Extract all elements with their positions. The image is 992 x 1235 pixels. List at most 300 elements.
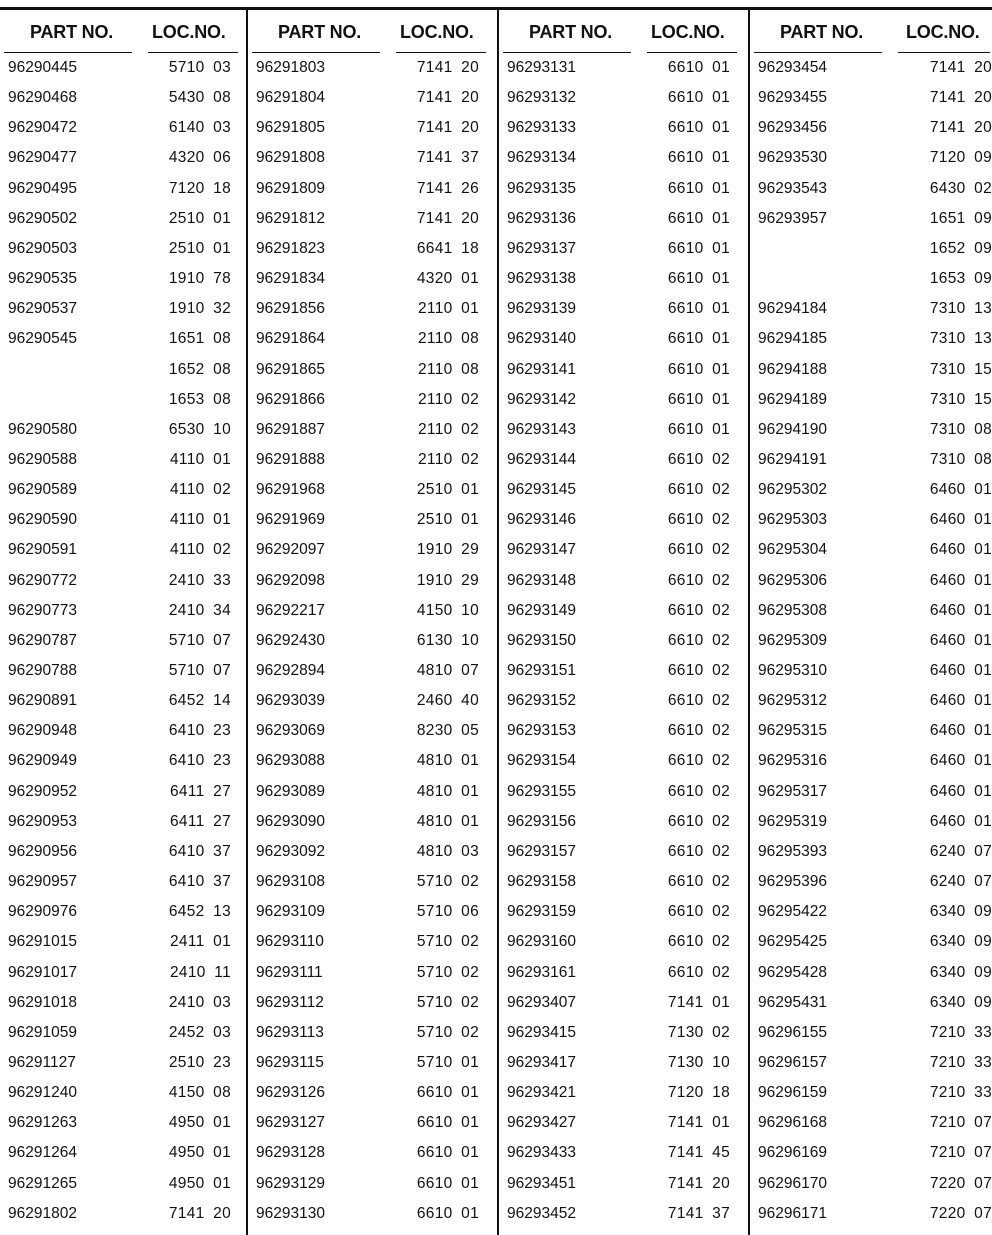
table-row <box>0 632 248 662</box>
part-number: 96293069 <box>256 722 325 740</box>
location-number: 6610 02 <box>667 782 730 800</box>
part-number: 96290535 <box>8 270 77 288</box>
part-number: 96293147 <box>507 541 576 559</box>
table-row <box>0 1144 248 1174</box>
table-row <box>750 451 992 481</box>
location-number: 5430 08 <box>168 89 231 107</box>
part-number: 96292098 <box>256 571 325 589</box>
part-number: 96296157 <box>758 1053 827 1071</box>
part-number: 96290772 <box>8 571 77 589</box>
part-number: 96293088 <box>256 752 325 770</box>
part-number: 96290956 <box>8 842 77 860</box>
part-number: 96290949 <box>8 752 77 770</box>
part-number: 96294190 <box>758 420 827 438</box>
table-row <box>248 119 496 149</box>
table-row <box>248 1084 496 1114</box>
location-number: 2410 34 <box>168 601 231 619</box>
part-number: 96295310 <box>758 662 827 679</box>
location-number: 6610 01 <box>667 149 730 167</box>
location-number: 6610 02 <box>667 722 730 740</box>
column-2 <box>248 10 496 1235</box>
table-row <box>248 1175 496 1205</box>
part-number: 96293111 <box>256 963 323 981</box>
header-underline <box>754 52 882 53</box>
table-row <box>750 933 992 963</box>
location-number: 5710 02 <box>416 993 479 1011</box>
part-number: 96293131 <box>507 59 576 76</box>
location-number: 6610 02 <box>667 692 730 710</box>
location-number: 1910 78 <box>168 270 231 288</box>
location-number: 5710 03 <box>168 59 231 76</box>
part-number: 96293159 <box>507 903 576 921</box>
header-underline <box>396 52 486 53</box>
location-number: 7210 33 <box>929 1084 992 1102</box>
part-number: 96291823 <box>256 239 325 257</box>
column-divider <box>246 10 248 1235</box>
table-row <box>0 1084 248 1114</box>
part-number: 96291864 <box>256 330 325 348</box>
table-row <box>248 421 496 451</box>
table-row <box>499 1024 747 1054</box>
location-number: 6610 01 <box>416 1204 479 1222</box>
table-row <box>0 451 248 481</box>
location-number: 7141 20 <box>416 59 479 76</box>
part-number: 96290495 <box>8 179 77 197</box>
table-row <box>0 59 248 89</box>
table-row <box>750 541 992 571</box>
location-number: 2510 01 <box>168 209 231 227</box>
location-number: 4810 01 <box>416 812 479 830</box>
part-number: 96293530 <box>758 149 827 167</box>
part-number: 96293150 <box>507 631 576 649</box>
part-number: 96293148 <box>507 571 576 589</box>
part-number: 96293127 <box>256 1114 325 1132</box>
location-number: 1653 08 <box>168 390 231 408</box>
location-number: 6340 09 <box>929 993 992 1011</box>
location-number: 7141 37 <box>667 1204 730 1222</box>
part-number: 96295425 <box>758 933 827 951</box>
part-number: 96293452 <box>507 1204 576 1222</box>
table-row <box>499 933 747 963</box>
part-number: 96293145 <box>507 481 576 499</box>
part-number: 96291240 <box>8 1084 77 1102</box>
table-row <box>499 391 747 421</box>
location-number: 2452 03 <box>168 1023 231 1041</box>
part-number: 96294189 <box>758 390 827 408</box>
location-number: 7141 20 <box>667 1174 730 1192</box>
header-loc-no: LOC.NO. <box>906 22 980 42</box>
table-row <box>750 119 992 149</box>
table-row <box>499 361 747 391</box>
location-number: 6430 02 <box>929 179 992 197</box>
part-number: 96290502 <box>8 209 77 227</box>
part-number: 96290953 <box>8 812 77 830</box>
table-row <box>0 843 248 873</box>
part-number: 96293090 <box>256 812 325 830</box>
location-number: 6240 07 <box>929 873 992 891</box>
part-number: 96293108 <box>256 873 325 891</box>
part-number: 96293039 <box>256 692 325 710</box>
location-number: 7130 02 <box>667 1023 730 1041</box>
part-number: 96291834 <box>256 270 325 288</box>
table-row <box>248 240 496 270</box>
location-number: 6460 01 <box>929 782 992 800</box>
location-number: 6610 01 <box>667 390 730 408</box>
table-row <box>750 59 992 89</box>
location-number: 7210 07 <box>929 1144 992 1162</box>
part-number: 96293138 <box>507 270 576 288</box>
table-row <box>499 873 747 903</box>
location-number: 2460 40 <box>416 692 479 710</box>
table-row <box>499 964 747 994</box>
table-row <box>248 180 496 210</box>
location-number: 6460 01 <box>929 601 992 619</box>
table-row <box>0 361 248 391</box>
part-number: 96293957 <box>758 209 827 227</box>
part-number: 96293110 <box>256 933 324 951</box>
table-row <box>499 210 747 240</box>
part-number: 96291812 <box>256 209 325 227</box>
table-row <box>499 451 747 481</box>
table-row <box>248 632 496 662</box>
location-number: 2410 33 <box>168 571 231 589</box>
part-number: 96296159 <box>758 1084 827 1102</box>
part-number: 96290948 <box>8 722 77 740</box>
table-row <box>248 572 496 602</box>
location-number: 1652 08 <box>168 360 231 378</box>
part-number: 96291968 <box>256 481 325 499</box>
location-number: 7210 33 <box>929 1053 992 1071</box>
table-row <box>248 1205 496 1235</box>
table-row <box>248 873 496 903</box>
location-number: 6610 02 <box>667 752 730 770</box>
part-number: 96290472 <box>8 119 77 137</box>
location-number: 7310 15 <box>929 360 992 378</box>
table-row <box>248 813 496 843</box>
location-number: 4320 06 <box>168 149 231 167</box>
table-row <box>750 632 992 662</box>
part-number: 96293132 <box>507 89 576 107</box>
part-number: 96294185 <box>758 330 827 348</box>
location-number: 6610 01 <box>667 360 730 378</box>
location-number: 5710 02 <box>416 933 479 951</box>
part-number: 96293092 <box>256 842 325 860</box>
location-number: 6610 02 <box>667 631 730 649</box>
location-number: 7141 20 <box>416 119 479 137</box>
part-number: 96295312 <box>758 692 827 710</box>
part-number: 96293113 <box>256 1023 324 1041</box>
location-number: 2110 08 <box>418 360 479 378</box>
location-number: 7310 08 <box>929 450 992 468</box>
location-number: 1651 09 <box>929 209 992 227</box>
part-number: 96291809 <box>256 179 325 197</box>
part-number: 96291969 <box>256 511 325 529</box>
part-number: 96293407 <box>507 993 576 1011</box>
location-number: 6460 01 <box>929 571 992 589</box>
part-number: 96291802 <box>8 1204 77 1222</box>
part-number: 96292894 <box>256 662 325 679</box>
table-row <box>248 210 496 240</box>
table-row <box>0 783 248 813</box>
table-row <box>0 119 248 149</box>
table-row <box>750 391 992 421</box>
table-row <box>248 89 496 119</box>
location-number: 2510 01 <box>416 481 479 499</box>
table-row <box>499 752 747 782</box>
table-row <box>750 1024 992 1054</box>
table-row <box>499 481 747 511</box>
location-number: 1910 32 <box>168 300 231 318</box>
table-row <box>0 330 248 360</box>
location-number: 6610 01 <box>667 89 730 107</box>
table-row <box>0 722 248 752</box>
column-1 <box>0 10 248 1235</box>
location-number: 6140 03 <box>168 119 231 137</box>
table-row <box>248 1114 496 1144</box>
location-number: 6610 01 <box>416 1144 479 1162</box>
table-row <box>750 873 992 903</box>
part-number: 96295319 <box>758 812 827 830</box>
table-row <box>750 994 992 1024</box>
part-number: 96293152 <box>507 692 576 710</box>
table-row <box>248 1144 496 1174</box>
part-number: 96293140 <box>507 330 576 348</box>
location-number: 6240 07 <box>929 842 992 860</box>
part-number: 96293115 <box>256 1053 324 1071</box>
table-row <box>499 270 747 300</box>
table-row <box>0 1205 248 1235</box>
part-number: 96293421 <box>507 1084 576 1102</box>
table-row <box>499 843 747 873</box>
part-number: 96295428 <box>758 963 827 981</box>
table-row <box>248 511 496 541</box>
header-part-no: PART NO. <box>529 22 613 42</box>
part-number: 96295306 <box>758 571 827 589</box>
location-number: 4110 02 <box>170 481 231 499</box>
table-row <box>750 722 992 752</box>
location-number: 6610 01 <box>667 300 730 318</box>
table-row <box>499 240 747 270</box>
part-number: 96291263 <box>8 1114 77 1132</box>
location-number: 7210 07 <box>929 1114 992 1132</box>
table-row <box>248 541 496 571</box>
table-row <box>248 964 496 994</box>
part-number: 96293139 <box>507 300 576 318</box>
table-row <box>248 692 496 722</box>
table-row <box>0 572 248 602</box>
table-row <box>499 511 747 541</box>
location-number: 5710 06 <box>416 903 479 921</box>
location-number: 1651 08 <box>168 330 231 348</box>
part-number: 96295393 <box>758 842 827 860</box>
part-number: 96293455 <box>758 89 827 107</box>
table-row <box>750 270 992 300</box>
part-number: 96291866 <box>256 390 325 408</box>
table-row <box>0 240 248 270</box>
location-number: 6610 01 <box>416 1084 479 1102</box>
location-number: 4950 01 <box>168 1174 231 1192</box>
part-number: 96291018 <box>8 993 77 1011</box>
table-row <box>248 149 496 179</box>
location-number: 4110 01 <box>170 450 231 468</box>
part-number: 96293142 <box>507 390 576 408</box>
table-row <box>499 421 747 451</box>
table-row <box>750 361 992 391</box>
column-divider <box>748 10 750 1235</box>
table-row <box>499 783 747 813</box>
part-number: 96293134 <box>507 149 576 167</box>
table-row <box>750 783 992 813</box>
table-row <box>248 994 496 1024</box>
location-number: 7210 33 <box>929 1023 992 1041</box>
table-row <box>248 1024 496 1054</box>
location-number: 2411 01 <box>170 933 231 951</box>
table-row <box>248 722 496 752</box>
table-row <box>750 210 992 240</box>
part-number: 96293135 <box>507 179 576 197</box>
part-number: 96295304 <box>758 541 827 559</box>
location-number: 6460 01 <box>929 541 992 559</box>
part-number: 96293456 <box>758 119 827 137</box>
part-number: 96295308 <box>758 601 827 619</box>
location-number: 8230 05 <box>416 722 479 740</box>
table-row <box>499 813 747 843</box>
location-number: 6610 01 <box>667 239 730 257</box>
part-number: 96291805 <box>256 119 325 137</box>
table-row <box>750 1054 992 1084</box>
part-number: 96290580 <box>8 420 77 438</box>
location-number: 6410 37 <box>168 842 231 860</box>
location-number: 6610 02 <box>667 481 730 499</box>
location-number: 4810 01 <box>416 782 479 800</box>
table-row <box>750 421 992 451</box>
part-number: 96293156 <box>507 812 576 830</box>
part-number: 96293126 <box>256 1084 325 1102</box>
part-number: 96290468 <box>8 89 77 107</box>
table-row <box>248 391 496 421</box>
location-number: 5710 01 <box>416 1053 479 1071</box>
part-number: 96290891 <box>8 692 77 710</box>
table-row <box>750 692 992 722</box>
table-row <box>499 692 747 722</box>
table-row <box>248 361 496 391</box>
location-number: 6610 02 <box>667 812 730 830</box>
location-number: 6610 02 <box>667 571 730 589</box>
part-number: 96293141 <box>507 360 576 378</box>
location-number: 6460 01 <box>929 481 992 499</box>
location-number: 7310 13 <box>929 300 992 318</box>
part-number: 96290952 <box>8 782 77 800</box>
part-number: 96293427 <box>507 1114 576 1132</box>
location-number: 2410 03 <box>168 993 231 1011</box>
location-number: 7120 09 <box>929 149 992 167</box>
table-row <box>750 752 992 782</box>
table-row <box>750 964 992 994</box>
part-number: 96295317 <box>758 782 827 800</box>
part-number: 96295422 <box>758 903 827 921</box>
table-row <box>0 964 248 994</box>
header-underline <box>148 52 238 53</box>
part-number: 96290545 <box>8 330 77 348</box>
part-number: 96291015 <box>8 933 77 951</box>
part-number: 96293130 <box>256 1204 325 1222</box>
table-row <box>750 330 992 360</box>
table-row <box>248 270 496 300</box>
table-row <box>750 511 992 541</box>
table-row <box>248 933 496 963</box>
table-row <box>0 210 248 240</box>
location-number: 4950 01 <box>168 1114 231 1132</box>
location-number: 6410 37 <box>168 873 231 891</box>
part-number: 96292217 <box>256 601 325 619</box>
table-row <box>750 602 992 632</box>
location-number: 7120 18 <box>168 179 231 197</box>
table-row <box>750 903 992 933</box>
table-row <box>0 481 248 511</box>
location-number: 6410 23 <box>168 722 231 740</box>
part-number: 96291856 <box>256 300 325 318</box>
table-row <box>499 903 747 933</box>
location-number: 2110 02 <box>418 420 479 438</box>
table-row <box>750 240 992 270</box>
location-number: 4950 01 <box>168 1144 231 1162</box>
table-row <box>0 933 248 963</box>
location-number: 7141 20 <box>416 89 479 107</box>
part-number: 96291265 <box>8 1174 77 1192</box>
location-number: 6452 14 <box>168 692 231 710</box>
location-number: 6610 01 <box>667 420 730 438</box>
location-number: 1910 29 <box>416 541 479 559</box>
location-number: 7141 01 <box>667 993 730 1011</box>
location-number: 6610 02 <box>667 842 730 860</box>
location-number: 7310 13 <box>929 330 992 348</box>
part-number: 96292430 <box>256 631 325 649</box>
location-number: 6610 02 <box>667 662 730 679</box>
part-number: 96295431 <box>758 993 827 1011</box>
part-number: 96290537 <box>8 300 77 318</box>
table-row <box>0 300 248 330</box>
table-row <box>0 421 248 451</box>
location-number: 6610 02 <box>667 541 730 559</box>
location-number: 6610 01 <box>667 270 730 288</box>
location-number: 4320 01 <box>416 270 479 288</box>
location-number: 7141 20 <box>416 209 479 227</box>
part-number: 96293128 <box>256 1144 325 1162</box>
header-underline <box>647 52 737 53</box>
table-row <box>0 994 248 1024</box>
location-number: 2110 02 <box>418 450 479 468</box>
location-number: 1910 29 <box>416 571 479 589</box>
location-number: 7120 18 <box>667 1084 730 1102</box>
table-row <box>750 481 992 511</box>
location-number: 6610 01 <box>667 330 730 348</box>
column-3 <box>499 10 747 1235</box>
part-number: 96293109 <box>256 903 325 921</box>
part-number: 96291865 <box>256 360 325 378</box>
location-number: 5710 02 <box>416 873 479 891</box>
part-number: 96293136 <box>507 209 576 227</box>
table-row <box>499 662 747 692</box>
location-number: 6530 10 <box>168 420 231 438</box>
table-row <box>0 180 248 210</box>
location-number: 1652 09 <box>929 239 992 257</box>
part-number: 96293129 <box>256 1174 325 1192</box>
part-number: 96291017 <box>8 963 77 981</box>
location-number: 7141 20 <box>929 59 992 76</box>
table-row <box>750 1114 992 1144</box>
table-row <box>248 59 496 89</box>
location-number: 6460 01 <box>929 662 992 679</box>
